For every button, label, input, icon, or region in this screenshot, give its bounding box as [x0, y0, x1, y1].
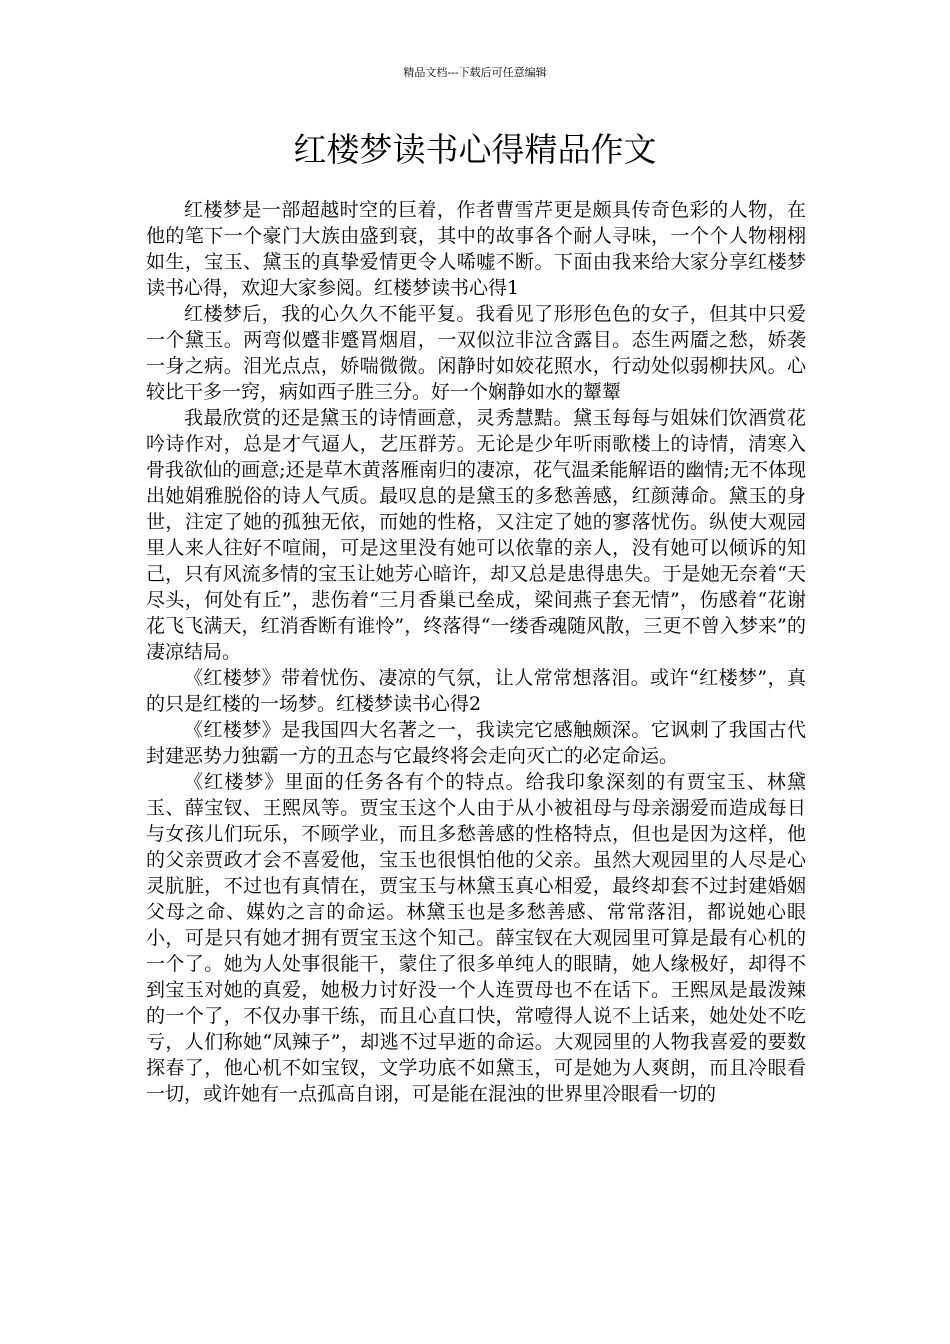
paragraph-intro: 红楼梦是一部超越时空的巨着，作者曹雪芹更是颇具传奇色彩的人物，在他的笔下一个豪门大族由盛到衰，其中的故事各个耐人寻味，一个个人物栩栩如生，宝玉、黛玉的真挚爱情更令人唏嘘不断。下面由我来给大家分享红楼梦读书心得，欢迎大家参阅。红楼梦读书心得1: [146, 199, 806, 299]
paragraph-reflection-1: 《红楼梦》带着忧伤、凄凉的气氛，让人常常想落泪。或许“红楼梦”，真的只是红楼的一场梦。红楼梦读书心得2: [146, 667, 806, 715]
paragraph-characters: 《红楼梦》里面的任务各有个的特点。给我印象深刻的有贾宝玉、林黛玉、薛宝钗、王熙凤等。贾宝玉这个人由于从小被祖母与母亲溺爱而造成每日与女孩儿们玩乐，不顾学业，而且多愁善感的性格特点，但也是因为这样，他的父亲贾政才会不喜爱他，宝玉也很惧怕他的父亲。虽然大观园里的人尽是心灵肮脏，不过也有真情在，贾宝玉与林黛玉真心相爱，最终却套不过封建婚姻父母之命、媒妁之言的命运。林黛玉也是多愁善感、常常落泪，都说她心眼小，可是只有她才拥有贾宝玉这个知己。薛宝钗在大观园里可算是最有心机的一个了。她为人处事很能干，蒙住了很多单纯人的眼睛，她人缘极好，却得不到宝玉对她的真爱，她极力讨好没一个人连贾母也不在话下。王熙凤是最泼辣的一个了，不仅办事干练，而且心直口快，常噎得人说不上话来，她处处不吃亏，人们称她“凤辣子”，却逃不过早逝的命运。大观园里的人物我喜爱的要数探春了，他心机不如宝钗，文学功底不如黛玉，可是她为人爽朗，而且冷眼看一切，或许她有一点孤高自诩，可是能在混浊的世界里冷眼看一切的: [146, 771, 806, 1105]
paragraph-daiyu-poetry: 我最欣赏的还是黛玉的诗情画意，灵秀慧黠。黛玉每每与姐妹们饮酒赏花吟诗作对，总是才气逼人，艺压群芳。无论是少年听雨歌楼上的诗情，清寒入骨我欲仙的画意;还是草木黄落雁南归的凄凉，花气温柔能解语的幽情;无不体现出她娟雅脱俗的诗人气质。最叹息的是黛玉的多愁善感，红颜薄命。黛玉的身世，注定了她的孤独无依，而她的性格，又注定了她的寥落忧伤。纵使大观园里人来人往好不喧闹，可是这里没有她可以依靠的亲人，没有她可以倾诉的知己，只有风流多情的宝玉让她芳心暗许，却又总是患得患失。于是她无奈着“天尽头，何处有丘”，悲伤着“三月香巢已垒成，梁间燕子套无情”，伤感着“花谢花飞飞满天，红消香断有谁怜”，终落得“一缕香魂随风散，三更不曾入梦来”的凄凉结局。: [146, 407, 806, 663]
paragraph-daiyu-portrait: 红楼梦后，我的心久久不能平复。我看见了形形色色的女子，但其中只爱一个黛玉。两弯似蹙非蹙罥烟眉，一双似泣非泣含露目。态生两靥之愁，娇袭一身之病。泪光点点，娇喘微微。闲静时如姣花照水，行动处似弱柳扶风。心较比干多一窍，病如西子胜三分。好一个娴静如水的颦颦: [146, 303, 806, 403]
document-title: 红楼梦读书心得精品作文: [293, 130, 657, 169]
document-body: [146, 197, 806, 1107]
page-header: 精品文档---下载后可任意编辑: [403, 66, 547, 79]
paragraph-essay-2-intro: 《红楼梦》是我国四大名著之一，我读完它感触颇深。它讽刺了我国古代封建恶势力独霸一方的丑态与它最终将会走向灭亡的必定命运。: [146, 719, 806, 767]
